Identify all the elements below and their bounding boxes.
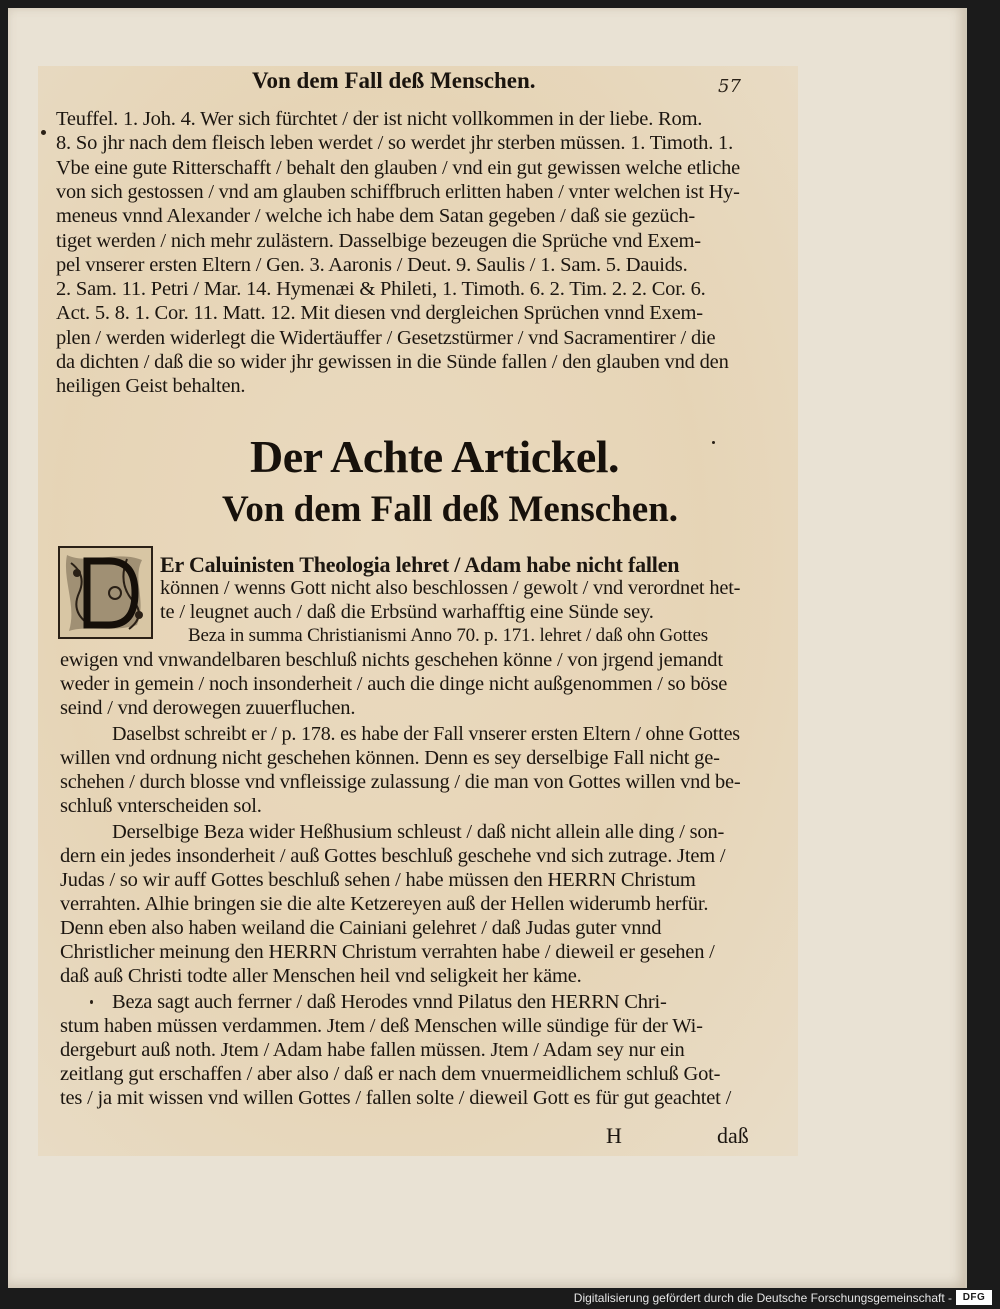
article-title: Der Achte Artickel. <box>250 431 620 482</box>
text-line: Daselbst schreibt er / p. 178. es habe der Fall vnserer ersten Eltern / ohne Gottes <box>112 723 740 745</box>
text-line: verrahten. Alhie bringen sie die alte Ketzereyen auß der Hellen widerumb herfür. <box>60 893 709 915</box>
text-line: Er Caluinisten Theologia lehret / Adam habe nicht fallen <box>160 552 680 577</box>
text-line: dergeburt auß noth. Jtem / Adam habe fallen müssen. Jtem / Adam sey nur ein <box>60 1039 685 1061</box>
text-line: Beza in summa Christianismi Anno 70. p. 171. lehret / daß ohn Gottes <box>188 625 708 646</box>
text-line: willen vnd ordnung nicht geschehen können. Denn es sey derselbige Fall nicht ge- <box>60 747 720 769</box>
article-subtitle: Von dem Fall deß Menschen. <box>222 489 679 530</box>
dfg-logo: DFG <box>956 1290 992 1305</box>
ink-speck <box>712 441 715 444</box>
text-line: heiligen Geist behalten. <box>56 375 246 398</box>
text-line: 2. Sam. 11. Petri / Mar. 14. Hymenæi & Phileti, 1. Timoth. 6. 2. Tim. 2. 2. Cor. 6. <box>56 278 706 301</box>
ink-speck <box>41 130 46 135</box>
page-number: 57 <box>718 76 741 97</box>
text-line: weder in gemein / noch insonderheit / auch die dinge nicht außgenommen / so böse <box>60 673 728 695</box>
text-line: Vbe eine gute Ritterschafft / behalt den glauben / vnd ein gut gewissen welche etliche <box>56 156 741 179</box>
catchword: daß <box>717 1123 749 1148</box>
text-line: seind / vnd derowegen zuuerfluchen. <box>60 697 356 719</box>
text-line: können / wenns Gott nicht also beschlossen / gewolt / vnd verordnet het- <box>160 577 741 599</box>
ink-speck <box>90 1000 93 1004</box>
text-line: ewigen vnd vnwandelbaren beschluß nichts geschehen könne / von jrgend jemandt <box>60 649 723 671</box>
text-line: tiget werden / nich mehr zulästern. Dasselbige bezeugen die Sprüche vnd Exem- <box>56 229 701 252</box>
text-line: meneus vnnd Alexander / welche ich habe dem Satan gegeben / daß sie gezüch- <box>56 205 696 228</box>
text-line: zeitlang gut erschaffen / aber also / daß er nach dem vnuermeidlichem schluß Got- <box>60 1063 721 1085</box>
text-line: 8. So jhr nach dem fleisch leben werdet / so werdet jhr sterben müssen. 1. Timoth. 1. <box>56 132 734 155</box>
text-line: te / leugnet auch / daß die Erbsünd warhafftig eine Sünde sey. <box>160 601 654 623</box>
text-line: von sich gestossen / vnd am glauben schiffbruch erlitten haben / vnter welchen ist Hy- <box>56 180 740 203</box>
text-line: Act. 5. 8. 1. Cor. 11. Matt. 12. Mit diesen vnd dergleichen Sprüchen vnnd Exem- <box>56 302 703 325</box>
text-line: Derselbige Beza wider Heßhusium schleust / daß nicht allein alle ding / son- <box>112 821 725 843</box>
text-line: tes / ja mit wissen vnd willen Gottes / fallen solte / dieweil Gott es für gut geachtet / <box>60 1087 732 1109</box>
text-line: Beza sagt auch ferrner / daß Herodes vnnd Pilatus den HERRN Chri- <box>112 991 667 1013</box>
text-line: Christlicher meinung den HERRN Christum verrahten habe / dieweil er gesehen / <box>60 941 715 963</box>
text-line: Denn eben also haben weiland die Cainiani gelehret / daß Judas guter vnnd <box>60 917 662 939</box>
text-line: Judas / so wir auff Gottes beschluß sehen / habe müssen den HERRN Christum <box>60 869 696 891</box>
funding-credit: Digitalisierung gefördert durch die Deutsche Forschungsgemeinschaft - <box>573 1291 952 1305</box>
text-line: stum haben müssen verdammen. Jtem / deß Menschen wille sündige für der Wi- <box>60 1015 703 1037</box>
text-line: schluß vnterscheiden sol. <box>60 795 262 817</box>
ornamental-dropcap-icon <box>57 545 154 640</box>
text-line: dern ein jedes insonderheit / auß Gottes beschluß geschehe vnd sich zutrage. Jtem / <box>60 845 726 867</box>
text-line: plen / werden widerlegt die Widertäuffer / Gesetzstürmer / vnd Sacramentirer / die <box>56 326 716 349</box>
text-line: schehen / durch blosse vnd vnfleissige zulassung / die man von Gottes willen vnd be- <box>60 771 741 793</box>
text-line: Teuffel. 1. Joh. 4. Wer sich fürchtet / der ist nicht vollkommen in der liebe. Rom. <box>56 108 703 130</box>
running-head: Von dem Fall deß Menschen. <box>252 68 536 93</box>
text-line: da dichten / daß die so wider jhr gewissen in die Sünde fallen / den glauben vnd den <box>56 351 729 373</box>
text-line: pel vnserer ersten Eltern / Gen. 3. Aaronis / Deut. 9. Saulis / 1. Sam. 5. Dauids. <box>56 253 688 276</box>
signature-mark: H <box>606 1123 622 1148</box>
text-line: daß auß Christi todte aller Menschen heil vnd seligkeit her käme. <box>60 965 582 987</box>
